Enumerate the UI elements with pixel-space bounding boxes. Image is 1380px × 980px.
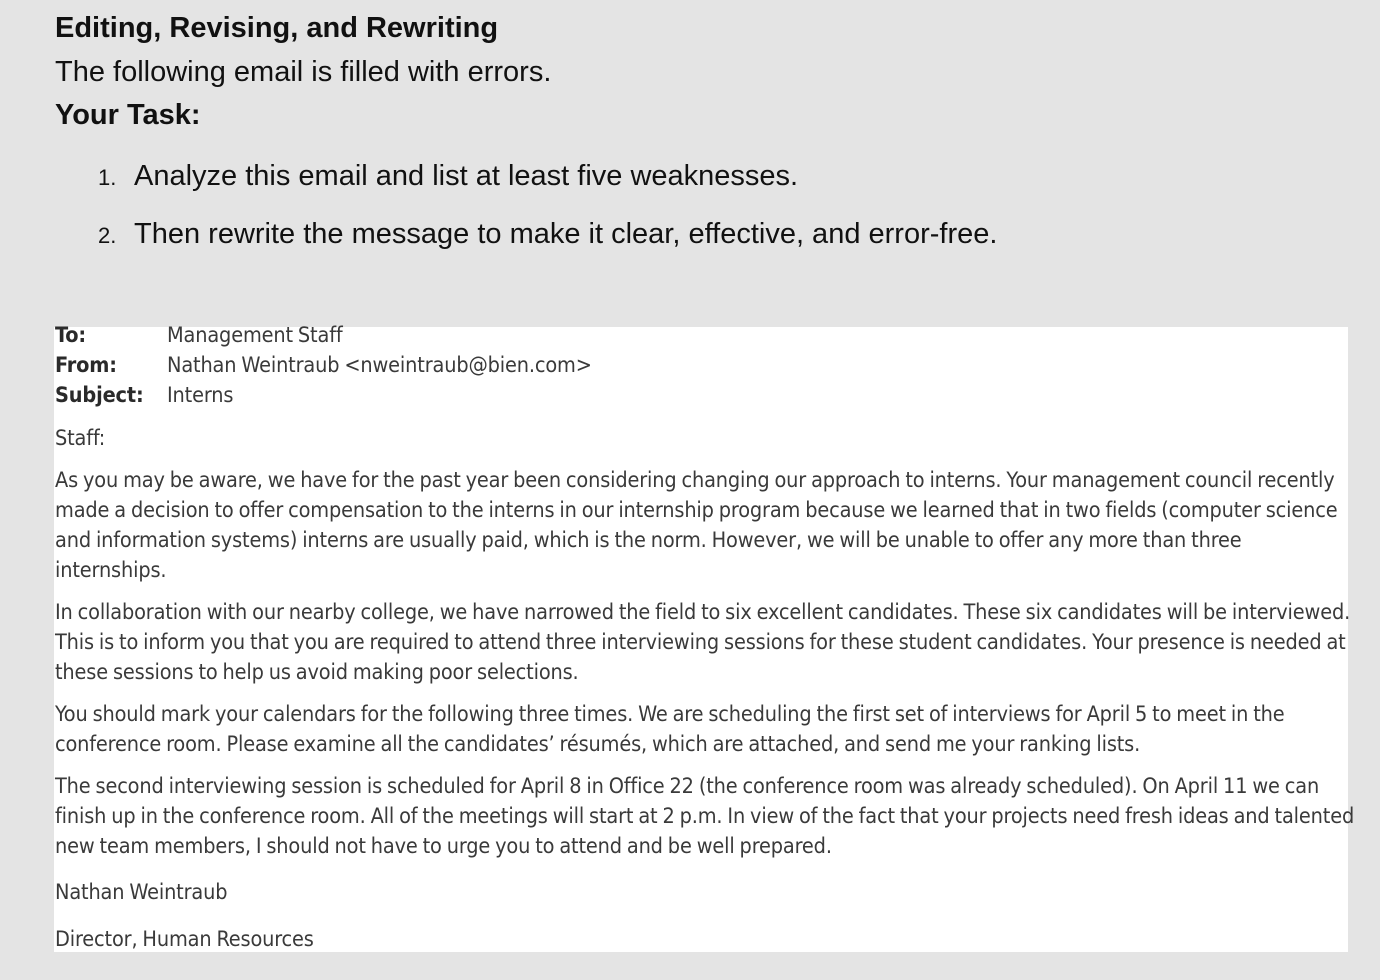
from-value: Nathan Weintraub <nweintraub@bien.com>	[167, 353, 592, 378]
task-number: 1.	[98, 165, 117, 190]
from-label: From:	[55, 353, 117, 378]
email-headers	[55, 323, 592, 413]
email-header-from	[55, 353, 592, 383]
task-item	[98, 214, 997, 256]
subject-value: Interns	[167, 383, 234, 408]
task-title: Your Task:	[55, 99, 201, 131]
task-item	[98, 156, 798, 198]
email-image	[54, 323, 1355, 952]
intro-text: The following email is filled with errors.	[55, 56, 552, 88]
task-text: Then rewrite the message to make it clear, effective, and error-free.	[134, 218, 998, 250]
email-salutation: Staff:	[55, 426, 106, 451]
signature-title: Director, Human Resources	[55, 927, 314, 952]
email-paragraph: You should mark your calendars for the following three times. We are scheduling the first set of interviews for April 5 to meet in the conference room. Please examine all the candidates’ résumés, which are attached, and send me your ranking lists.	[55, 702, 1285, 757]
subject-label: Subject:	[55, 383, 144, 408]
email-paragraph: As you may be aware, we have for the past year been considering changing our approach to interns. Your management council recently made a decision to offer compensation to the interns in our internship program because we learned that in two fields (computer science and information systems) interns are usually paid, which is the norm. However, we will be unable to offer any more than three internships.	[55, 468, 1338, 583]
task-text: Analyze this email and list at least five weaknesses.	[134, 160, 799, 192]
to-value: Management Staff	[167, 323, 343, 348]
instructions-section	[55, 8, 1345, 250]
email-paragraph: The second interviewing session is scheduled for April 8 in Office 22 (the conference room was already scheduled). On April 11 we can finish up in the conference room. All of the meetings will start at 2 p.m. In view of the fact that your projects need fresh ideas and talented new team members, I should not have to urge you to attend and be well prepared.	[55, 774, 1355, 859]
email-header-to	[55, 323, 592, 353]
task-number: 2.	[98, 223, 117, 248]
signature-name: Nathan Weintraub	[55, 880, 228, 905]
to-label: To:	[55, 323, 86, 348]
email-paragraph: In collaboration with our nearby college, we have narrowed the field to six excellent candidates. These six candidates will be interviewed. This is to inform you that you are required to attend three interviewing sessions for these student candidates. Your presence is needed at these sessions to help us avoid making poor selections.	[55, 600, 1351, 685]
email-header-subject	[55, 383, 592, 413]
page-heading: Editing, Revising, and Rewriting	[55, 12, 499, 44]
